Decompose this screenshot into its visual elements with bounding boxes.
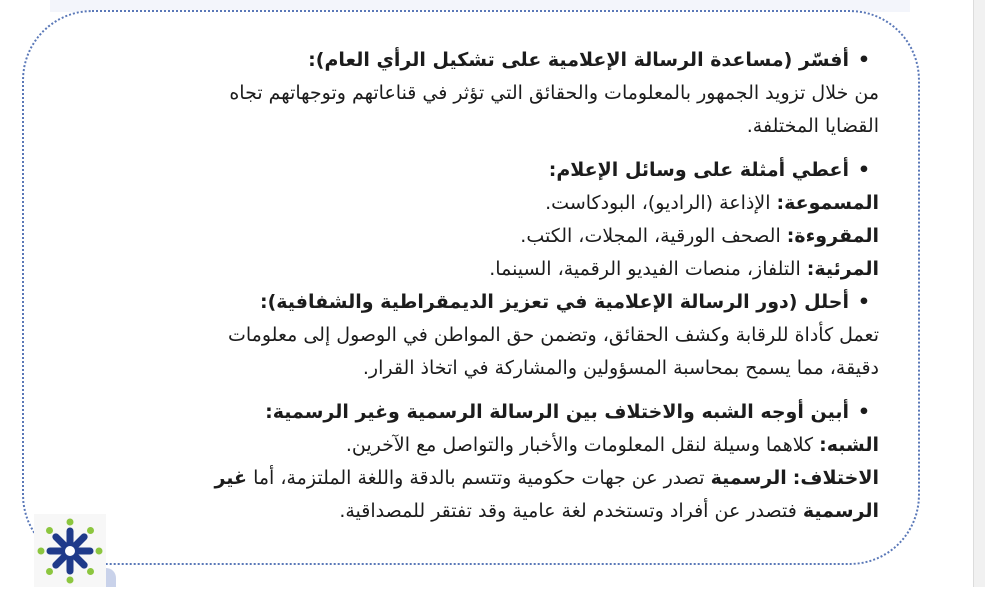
example-audio-text: الإذاعة (الراديو)، البودكاست.: [545, 192, 777, 214]
difference-unofficial: الرسمية: [802, 500, 879, 522]
logo: [34, 514, 106, 587]
content-area: [89, 44, 879, 528]
example-audio: [89, 187, 879, 220]
difference-label: الاختلاف:: [792, 467, 879, 489]
example-visual: [89, 253, 879, 286]
similarity-label: الشبه:: [819, 434, 879, 456]
difference-official: الرسمية: [710, 467, 787, 489]
snowflake-logo-icon: [34, 514, 106, 587]
example-print: [89, 220, 879, 253]
example-audio-label: المسموعة:: [776, 192, 879, 214]
difference-text-2: فتصدر عن أفراد وتستخدم لغة عامية وقد تفتقر للمصداقية.: [339, 500, 803, 522]
bullet: •: [857, 291, 871, 313]
answer-3-line-1: تعمل كأداة للرقابة وكشف الحقائق، وتضمن حق المواطن في الوصول إلى معلومات: [227, 324, 879, 346]
answer-1-line-1: من خلال تزويد الجمهور بالمعلومات والحقائق التي تؤثر في قناعاتهم وتوجهاتهم تجاه: [229, 82, 879, 104]
example-print-text: الصحف الورقية، المجلات، الكتب.: [520, 225, 787, 247]
answer-1-line-2: القضايا المختلفة.: [746, 115, 879, 137]
similarity-line: [89, 429, 879, 462]
example-visual-text: التلفاز، منصات الفيديو الرقمية، السينما.: [489, 258, 807, 280]
question-2: [89, 154, 879, 187]
bullet: •: [857, 401, 871, 423]
question-1-text: أفسّر (مساعدة الرسالة الإعلامية على تشكيل الرأي العام):: [308, 49, 849, 71]
bullet: •: [857, 49, 871, 71]
bullet: •: [857, 159, 871, 181]
question-4: [89, 396, 879, 429]
example-visual-label: المرئية:: [806, 258, 879, 280]
similarity-text: كلاهما وسيلة لنقل المعلومات والأخبار والتواصل مع الآخرين.: [345, 434, 820, 456]
question-4-text: أبين أوجه الشبه والاختلاف بين الرسالة الرسمية وغير الرسمية:: [265, 401, 849, 423]
question-1: [89, 44, 879, 77]
difference-non: غير: [214, 467, 248, 489]
difference-line-1: [89, 462, 879, 495]
question-3-text: أحلل (دور الرسالة الإعلامية في تعزيز الديمقراطية والشفافية):: [259, 291, 849, 313]
difference-text-1: تصدر عن جهات حكومية وتتسم بالدقة واللغة الملتزمة، أما: [247, 467, 711, 489]
scrollbar-track[interactable]: [973, 0, 985, 587]
answer-3-line-2: دقيقة، مما يسمح بمحاسبة المسؤولين والمشاركة في اتخاذ القرار.: [362, 357, 879, 379]
question-3: [89, 286, 879, 319]
difference-line-2: [89, 495, 879, 528]
question-2-text: أعطي أمثلة على وسائل الإعلام:: [548, 159, 849, 181]
example-print-label: المقروءة:: [786, 225, 879, 247]
